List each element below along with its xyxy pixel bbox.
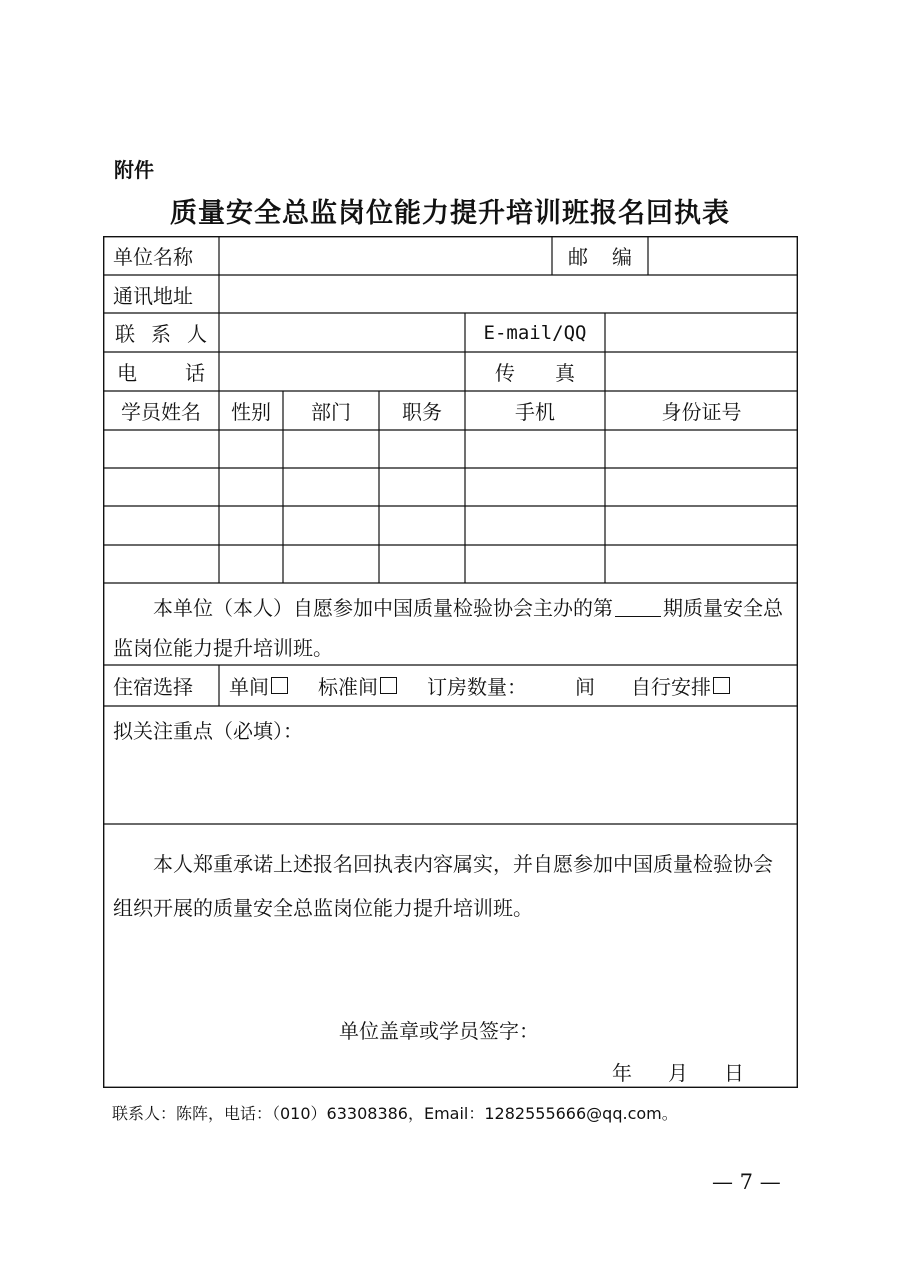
unit-name-label: 单位名称 [113, 245, 193, 269]
col-header-department: 部门 [311, 400, 351, 424]
focus-label: 拟关注重点（必填）： [113, 719, 303, 743]
col-header-name: 学员姓名 [121, 400, 201, 424]
page-number: — 7 — [712, 1170, 781, 1194]
self-arrange-label: 自行安排 [631, 675, 711, 699]
signature-label: 单位盖章或学员签字： [339, 1018, 539, 1043]
form-title: 质量安全总监岗位能力提升培训班报名回执表 [170, 198, 730, 229]
col-header-mobile: 手机 [515, 400, 555, 424]
lodging-options [229, 665, 798, 706]
self-arrange-checkbox[interactable] [713, 677, 730, 694]
single-room-label: 单间 [229, 675, 269, 699]
lodging-label: 住宿选择 [113, 675, 193, 699]
room-count-label: 订房数量： [427, 675, 527, 699]
contact-person-label: 联 系 人 [115, 322, 207, 346]
standard-room-label: 标准间 [318, 675, 378, 699]
participation-statement: 本单位（本人）自愿参加中国质量检验协会主办的第 期质量安全总监岗位能力提升培训班。 [113, 596, 783, 660]
address-label: 通讯地址 [113, 283, 193, 308]
contact-note: 联系人：陈阵，电话：（010）63308386，Email：1282555666@qq.com。 [112, 1104, 678, 1123]
col-header-gender: 性别 [231, 400, 271, 424]
fax-label: 传 真 [495, 361, 575, 385]
standard-room-checkbox[interactable] [380, 677, 397, 694]
address-field[interactable] [219, 275, 798, 313]
annex-label: 附件 [114, 158, 154, 182]
session-number-blank[interactable] [615, 594, 661, 617]
unit-name-field[interactable] [219, 236, 552, 275]
postcode-field[interactable] [648, 236, 798, 275]
col-header-position: 职务 [402, 400, 442, 424]
fax-field[interactable] [605, 352, 798, 391]
email-label: E-mail/QQ [483, 321, 587, 344]
col-header-id-number: 身份证号 [661, 400, 742, 424]
phone-label: 电 话 [117, 361, 205, 385]
single-room-checkbox[interactable] [271, 677, 288, 694]
registration-form [103, 236, 798, 1088]
postcode-label: 邮 编 [568, 245, 632, 269]
contact-person-field[interactable] [219, 313, 465, 352]
room-unit-label: 间 [575, 675, 595, 699]
phone-field[interactable] [219, 352, 465, 391]
pledge-text: 本人郑重承诺上述报名回执表内容属实，并自愿参加中国质量检验协会组织开展的质量安全总监岗位能力提升培训班。 [113, 852, 773, 920]
email-field[interactable] [605, 313, 798, 352]
date-line: 年 月 日 [612, 1060, 744, 1085]
